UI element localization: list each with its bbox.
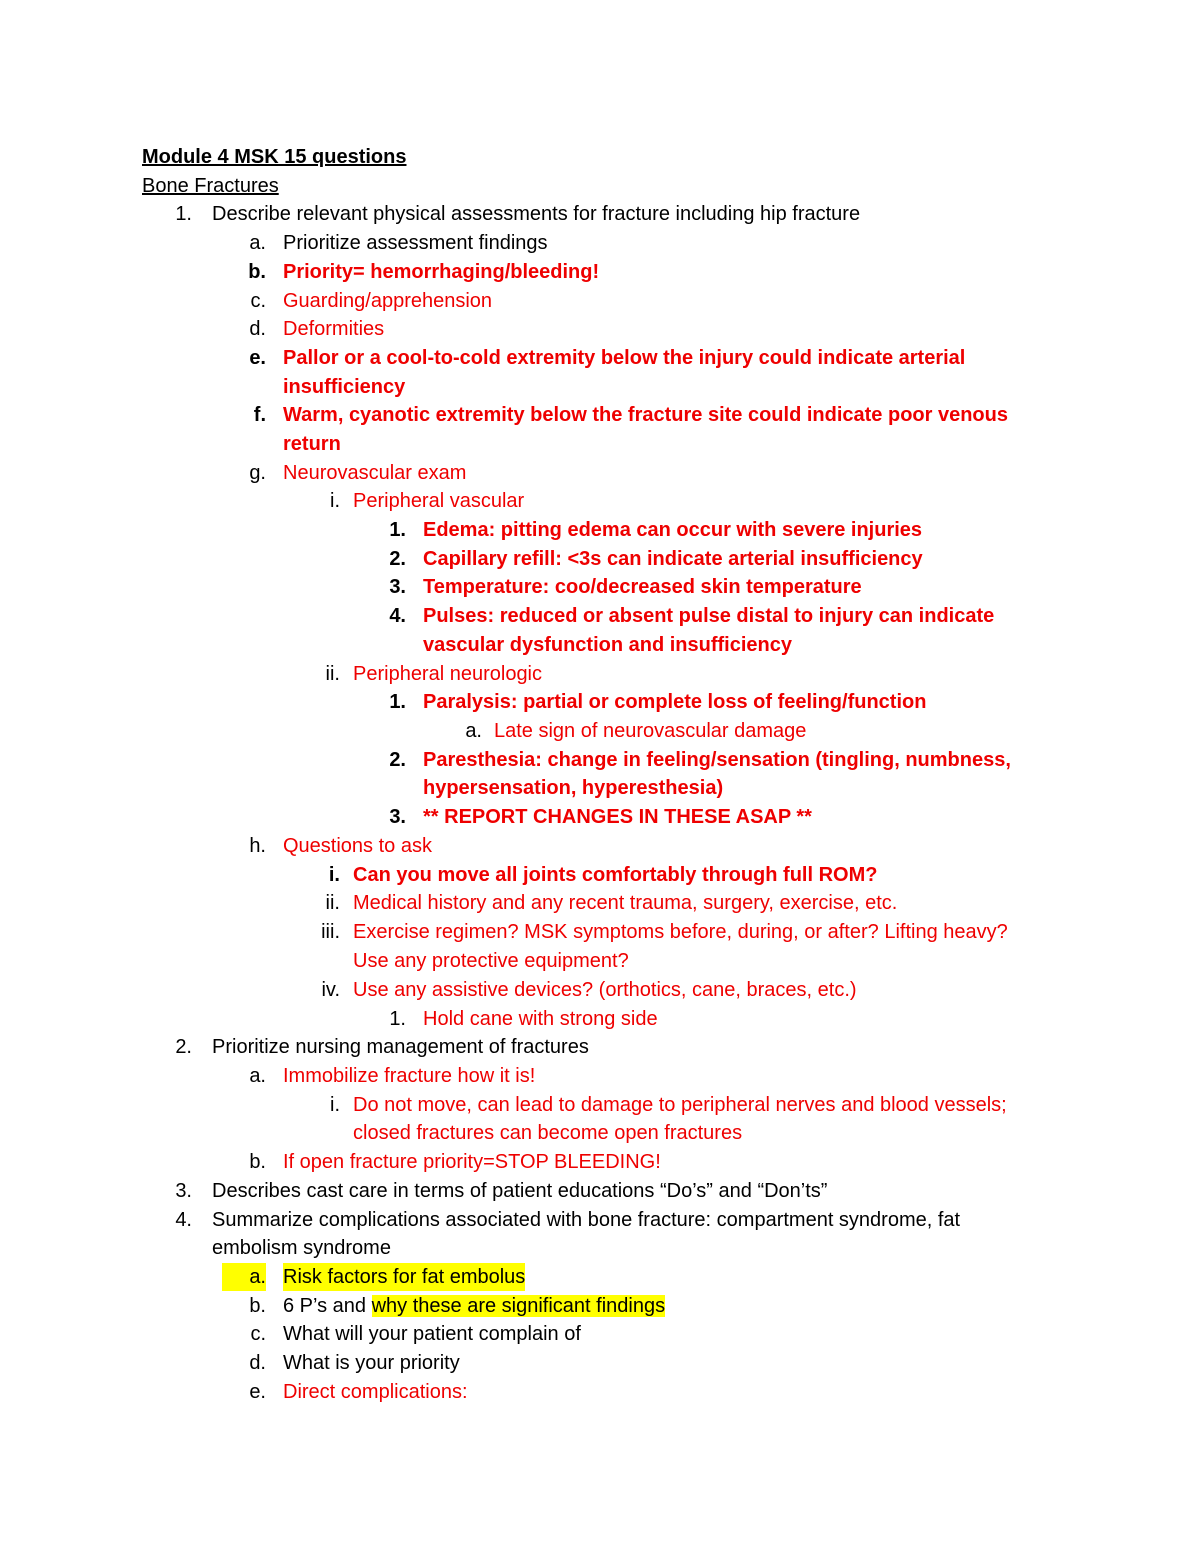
list-text: Risk factors for fat embolus (283, 1263, 525, 1291)
list-marker: d. (249, 1352, 266, 1374)
list-marker: ii. (325, 663, 340, 685)
list-text: Immobilize fracture how it is! (283, 1065, 536, 1087)
list-marker: 1. (389, 519, 406, 541)
list-text: Paresthesia: change in feeling/sensation (tingling, numbness, (423, 749, 1011, 771)
list-marker: b. (249, 1295, 266, 1317)
list-marker: 4. (389, 605, 406, 627)
list-text: insufficiency (283, 376, 406, 398)
list-text: Deformities (283, 318, 385, 340)
list-marker: c. (250, 290, 266, 312)
list-text: Hold cane with strong side (423, 1008, 658, 1030)
list-marker: d. (249, 318, 266, 340)
list-text: Peripheral neurologic (353, 663, 543, 685)
list-text: Temperature: coo/decreased skin temperature (423, 576, 862, 598)
list-text: Prioritize nursing management of fractures (212, 1036, 589, 1058)
list-text: Describes cast care in terms of patient educations “Do’s” and “Don’ts” (212, 1180, 828, 1202)
list-text: Edema: pitting edema can occur with severe injuries (423, 519, 923, 541)
list-text: embolism syndrome (212, 1237, 391, 1259)
document-title (142, 143, 406, 171)
list-text: Priority= hemorrhaging/bleeding! (283, 261, 600, 283)
list-marker: i. (328, 864, 340, 886)
list-marker: iv. (321, 979, 340, 1001)
list-marker: a. (465, 720, 482, 742)
list-text: Peripheral vascular (353, 490, 525, 512)
list-text: Late sign of neurovascular damage (494, 720, 807, 742)
list-text: Can you move all joints comfortably through full ROM? (353, 864, 878, 886)
list-text: return (283, 433, 341, 455)
list-text: 6 P’s and (283, 1295, 372, 1317)
list-marker: e. (249, 1381, 266, 1403)
list-text: vascular dysfunction and insufficiency (423, 634, 792, 656)
list-text: Questions to ask (283, 835, 432, 857)
section-text: Bone Fractures (142, 175, 279, 197)
list-text: Capillary refill: <3s can indicate arterial insufficiency (423, 548, 923, 570)
list-text: closed fractures can become open fractures (353, 1122, 743, 1144)
list-text: What is your priority (283, 1352, 460, 1374)
list-marker: 3. (175, 1180, 192, 1202)
list-text: What will your patient complain of (283, 1323, 581, 1345)
list-marker: ii. (325, 892, 340, 914)
list-marker: i. (330, 490, 340, 512)
list-text: Prioritize assessment findings (283, 232, 548, 254)
list-marker: e. (249, 347, 266, 369)
list-marker: a. (222, 1263, 266, 1291)
list-marker: g. (249, 462, 266, 484)
highlighted-text: why these are significant findings (371, 1295, 666, 1317)
list-marker: 1. (389, 691, 406, 713)
list-marker: i. (330, 1094, 340, 1116)
list-marker: a. (249, 232, 266, 254)
list-marker: 2. (389, 548, 406, 570)
list-marker: b. (249, 1151, 266, 1173)
list-text: Exercise regimen? MSK symptoms before, during, or after? Lifting heavy? (353, 921, 1008, 943)
list-text: If open fracture priority=STOP BLEEDING! (283, 1151, 661, 1173)
list-text: Do not move, can lead to damage to peripheral nerves and blood vessels; (353, 1094, 1007, 1116)
list-text: Use any protective equipment? (353, 950, 629, 972)
title-text: Module 4 MSK 15 questions (142, 146, 407, 168)
list-text: Pulses: reduced or absent pulse distal to injury can indicate (423, 605, 995, 627)
list-text: Describe relevant physical assessments for fracture including hip fracture (212, 203, 861, 225)
list-text: hypersensation, hyperesthesia) (423, 777, 724, 799)
list-text: Guarding/apprehension (283, 290, 493, 312)
list-marker: 3. (389, 806, 406, 828)
list-marker: c. (250, 1323, 266, 1345)
list-marker: 3. (389, 576, 406, 598)
list-marker: 4. (175, 1209, 192, 1231)
section-heading (142, 172, 279, 200)
list-text: Neurovascular exam (283, 462, 467, 484)
list-marker: 2. (175, 1036, 192, 1058)
list-marker: f. (253, 404, 266, 426)
list-marker: h. (249, 835, 266, 857)
list-text: Pallor or a cool-to-cold extremity below the injury could indicate arterial (283, 347, 966, 369)
list-marker: a. (249, 1065, 266, 1087)
list-marker: b. (248, 261, 266, 283)
list-text: Paralysis: partial or complete loss of feeling/function (423, 691, 927, 713)
list-text: Summarize complications associated with bone fracture: compartment syndrome, fat (212, 1209, 961, 1231)
list-text: ** REPORT CHANGES IN THESE ASAP ** (423, 806, 812, 828)
list-marker: 1. (389, 1008, 406, 1030)
list-marker: 1. (175, 203, 192, 225)
list-text: Medical history and any recent trauma, surgery, exercise, etc. (353, 892, 898, 914)
list-text: Warm, cyanotic extremity below the fracture site could indicate poor venous (283, 404, 1008, 426)
list-marker: 2. (389, 749, 406, 771)
list-text: Direct complications: (283, 1381, 468, 1403)
list-text: Use any assistive devices? (orthotics, cane, braces, etc.) (353, 979, 857, 1001)
list-marker: iii. (321, 921, 340, 943)
